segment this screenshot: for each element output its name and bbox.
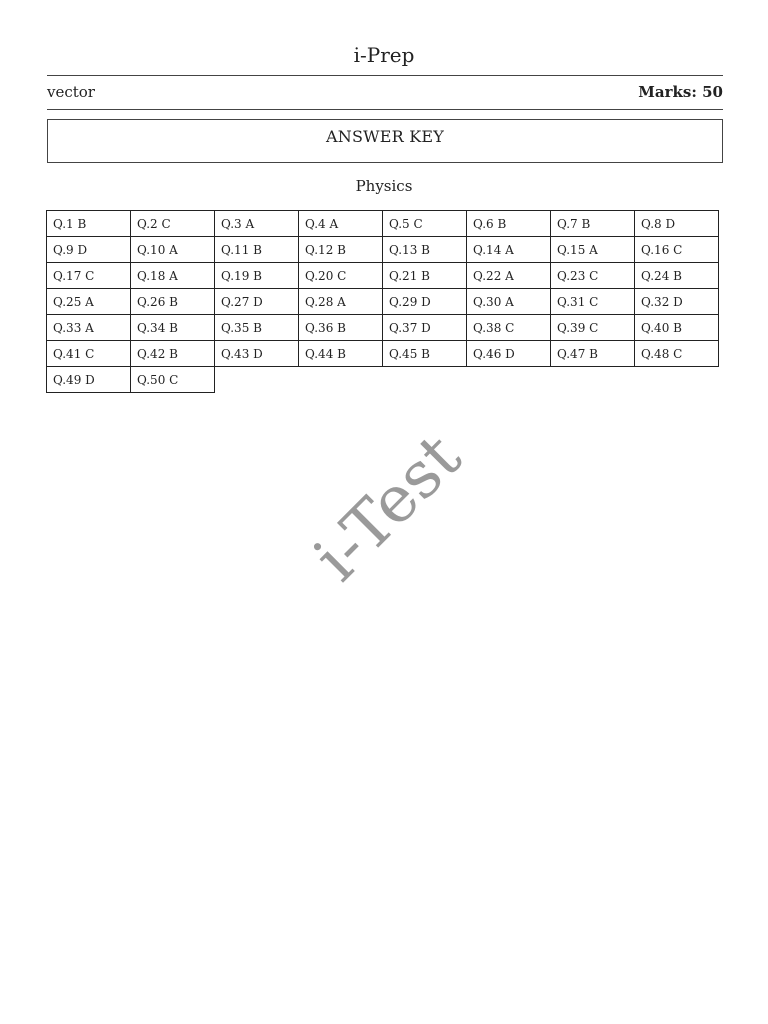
answer-cell: Q.3 A: [215, 211, 299, 237]
answer-cell: Q.2 C: [131, 211, 215, 237]
answer-row: [47, 289, 719, 315]
answer-cell: Q.30 A: [467, 289, 551, 315]
answer-cell: Q.18 A: [131, 263, 215, 289]
answer-cell: Q.9 D: [47, 237, 131, 263]
answer-row: [47, 237, 719, 263]
header-bottom-rule: [47, 109, 723, 110]
answer-cell: Q.15 A: [551, 237, 635, 263]
answer-cell: Q.34 B: [131, 315, 215, 341]
answer-cell: Q.22 A: [467, 263, 551, 289]
answer-cell: Q.41 C: [47, 341, 131, 367]
answer-cell: Q.5 C: [383, 211, 467, 237]
answer-cell: Q.14 A: [467, 237, 551, 263]
answer-cell: Q.42 B: [131, 341, 215, 367]
answer-cell: Q.43 D: [215, 341, 299, 367]
answer-cell: Q.21 B: [383, 263, 467, 289]
answer-cell: Q.8 D: [635, 211, 719, 237]
empty-cell: [635, 367, 719, 393]
answer-row: [47, 263, 719, 289]
answer-cell: Q.11 B: [215, 237, 299, 263]
answer-cell: Q.50 C: [131, 367, 215, 393]
empty-cell: [467, 367, 551, 393]
empty-cell: [215, 367, 299, 393]
answer-cell: Q.49 D: [47, 367, 131, 393]
answer-cell: Q.25 A: [47, 289, 131, 315]
answer-cell: Q.6 B: [467, 211, 551, 237]
section-heading: Physics: [355, 177, 413, 195]
answer-cell: Q.17 C: [47, 263, 131, 289]
total-marks: Marks: 50: [638, 83, 723, 101]
answer-row: [47, 341, 719, 367]
empty-cell: [299, 367, 383, 393]
document-title: i-Prep: [353, 43, 415, 67]
answer-row: [47, 315, 719, 341]
answer-cell: Q.46 D: [467, 341, 551, 367]
answer-cell: Q.16 C: [635, 237, 719, 263]
answer-table: [46, 210, 719, 393]
answer-cell: Q.48 C: [635, 341, 719, 367]
answer-cell: Q.39 C: [551, 315, 635, 341]
answer-cell: Q.40 B: [635, 315, 719, 341]
answer-cell: Q.36 B: [299, 315, 383, 341]
answer-row: [47, 367, 719, 393]
answer-cell: Q.28 A: [299, 289, 383, 315]
header-top-rule: [47, 75, 723, 76]
answer-cell: Q.1 B: [47, 211, 131, 237]
answer-cell: Q.4 A: [299, 211, 383, 237]
answer-cell: Q.23 C: [551, 263, 635, 289]
answer-cell: Q.31 C: [551, 289, 635, 315]
subject-row: [47, 82, 723, 102]
answer-cell: Q.10 A: [131, 237, 215, 263]
answer-cell: Q.20 C: [299, 263, 383, 289]
answer-cell: Q.32 D: [635, 289, 719, 315]
answer-cell: Q.38 C: [467, 315, 551, 341]
answer-table-body: [47, 211, 719, 393]
watermark-text: i-Test: [300, 420, 476, 596]
answer-key-heading: ANSWER KEY: [47, 119, 723, 163]
answer-cell: Q.7 B: [551, 211, 635, 237]
answer-cell: Q.12 B: [299, 237, 383, 263]
answer-row: [47, 211, 719, 237]
answer-cell: Q.13 B: [383, 237, 467, 263]
answer-cell: Q.19 B: [215, 263, 299, 289]
answer-cell: Q.29 D: [383, 289, 467, 315]
answer-cell: Q.45 B: [383, 341, 467, 367]
empty-cell: [383, 367, 467, 393]
answer-cell: Q.35 B: [215, 315, 299, 341]
answer-cell: Q.24 B: [635, 263, 719, 289]
answer-cell: Q.26 B: [131, 289, 215, 315]
answer-cell: Q.33 A: [47, 315, 131, 341]
answer-cell: Q.44 B: [299, 341, 383, 367]
answer-cell: Q.47 B: [551, 341, 635, 367]
answer-cell: Q.37 D: [383, 315, 467, 341]
answer-cell: Q.27 D: [215, 289, 299, 315]
subject-name: vector: [47, 83, 95, 101]
empty-cell: [551, 367, 635, 393]
